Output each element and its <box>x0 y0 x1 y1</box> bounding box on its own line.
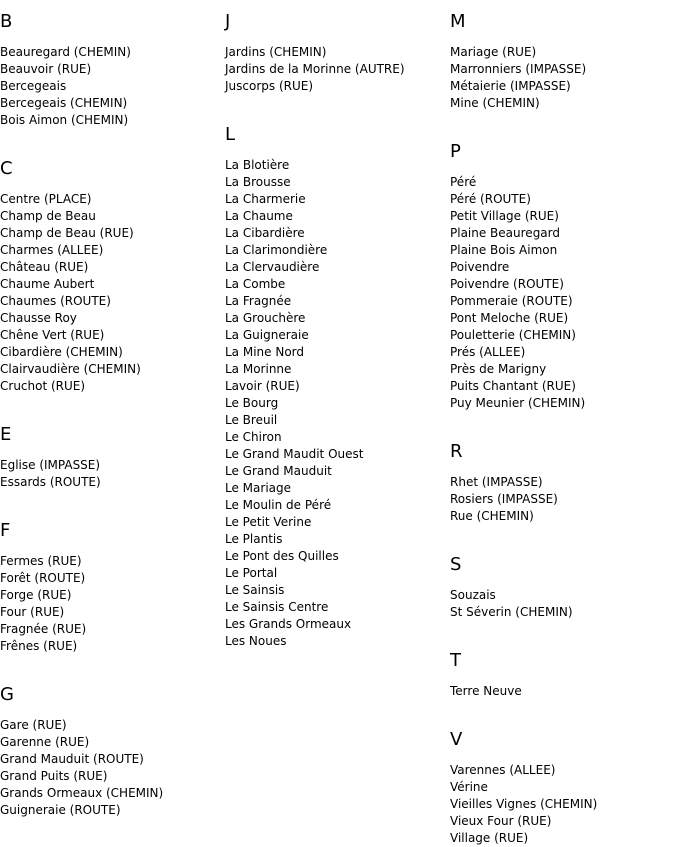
letter-heading: R <box>450 441 463 462</box>
street-name: La Mine Nord <box>225 345 305 359</box>
street-name: Le Breuil <box>225 413 278 427</box>
street-name: Cibardière (CHEMIN) <box>0 345 123 359</box>
letter-heading: J <box>225 11 231 32</box>
index-column-2 <box>225 0 445 650</box>
street-name: Chêne Vert (RUE) <box>0 328 105 342</box>
street-list <box>0 44 220 129</box>
street-name: La Clarimondière <box>225 243 328 257</box>
street-name: Grands Ormeaux (CHEMIN) <box>0 786 164 800</box>
street-name: Clairvaudière (CHEMIN) <box>0 362 141 376</box>
street-name: Forge (RUE) <box>0 588 72 602</box>
street-list <box>225 157 445 650</box>
letter-heading: T <box>450 650 461 671</box>
street-name: Guigneraie (ROUTE) <box>0 803 121 817</box>
street-name: Chaumes (ROUTE) <box>0 294 111 308</box>
street-name: Grand Puits (RUE) <box>0 769 108 783</box>
letter-section <box>0 0 220 147</box>
street-name: Les Noues <box>225 634 287 648</box>
street-name: Garenne (RUE) <box>0 735 90 749</box>
street-name: La Blotière <box>225 158 290 172</box>
street-name: Prés (ALLEE) <box>450 345 526 359</box>
street-name: La Guigneraie <box>225 328 309 342</box>
street-name: Pont Meloche (RUE) <box>450 311 569 325</box>
section-gap <box>225 95 445 113</box>
street-list <box>225 44 445 95</box>
letter-section <box>450 543 670 639</box>
street-name: Grand Mauduit (ROUTE) <box>0 752 144 766</box>
street-name: La Clervaudière <box>225 260 320 274</box>
street-name: La Charmerie <box>225 192 306 206</box>
street-name: Le Bourg <box>225 396 279 410</box>
street-name: Le Petit Verine <box>225 515 312 529</box>
street-name: Marronniers (IMPASSE) <box>450 62 587 76</box>
street-name: Le Portal <box>225 566 278 580</box>
street-name: Le Grand Maudit Ouest <box>225 447 364 461</box>
street-name: Le Sainsis <box>225 583 285 597</box>
street-name: Le Moulin de Péré <box>225 498 332 512</box>
street-name: La Morinne <box>225 362 292 376</box>
street-name: Chausse Roy <box>0 311 77 325</box>
street-name: Jardins de la Morinne (AUTRE) <box>225 62 405 76</box>
street-name: La Brousse <box>225 175 291 189</box>
letter-section <box>0 413 220 509</box>
street-name: Bois Aimon (CHEMIN) <box>0 113 129 127</box>
street-name: Charmes (ALLEE) <box>0 243 104 257</box>
street-name: Beauregard (CHEMIN) <box>0 45 131 59</box>
letter-section <box>0 673 220 819</box>
street-name: Souzais <box>450 588 496 602</box>
letter-heading: E <box>0 424 12 445</box>
street-name: Rhet (IMPASSE) <box>450 475 543 489</box>
street-list <box>450 683 670 700</box>
street-list <box>450 474 670 525</box>
letter-section <box>225 0 445 113</box>
section-gap <box>450 412 670 430</box>
street-name: Plaine Bois Aimon <box>450 243 558 257</box>
letter-heading: C <box>0 158 13 179</box>
street-name: Le Mariage <box>225 481 291 495</box>
street-name: Village (RUE) <box>450 831 529 845</box>
street-name: Fragnée (RUE) <box>0 622 87 636</box>
street-name: Four (RUE) <box>0 605 65 619</box>
letter-heading: L <box>225 124 236 145</box>
street-name: Jardins (CHEMIN) <box>225 45 327 59</box>
street-name: Le Sainsis Centre <box>225 600 329 614</box>
street-name: Vieux Four (RUE) <box>450 814 552 828</box>
street-name: Essards (ROUTE) <box>0 475 101 489</box>
street-name: Péré <box>450 175 477 189</box>
street-name: Métaierie (IMPASSE) <box>450 79 571 93</box>
street-name: Juscorps (RUE) <box>225 79 314 93</box>
street-list <box>0 191 220 395</box>
street-list <box>0 457 220 491</box>
street-name: La Grouchère <box>225 311 306 325</box>
street-list <box>450 44 670 112</box>
street-name: Varennes (ALLEE) <box>450 763 556 777</box>
street-name: Frênes (RUE) <box>0 639 78 653</box>
street-list <box>0 553 220 655</box>
letter-section <box>450 130 670 430</box>
street-name: Château (RUE) <box>0 260 89 274</box>
letter-heading: F <box>0 520 11 541</box>
section-gap <box>0 655 220 673</box>
section-gap <box>450 525 670 543</box>
street-name: Le Grand Mauduit <box>225 464 332 478</box>
street-name: La Cibardière <box>225 226 305 240</box>
street-name: Plaine Beauregard <box>450 226 560 240</box>
index-column-1 <box>0 0 220 819</box>
street-name: Champ de Beau (RUE) <box>0 226 134 240</box>
letter-heading: S <box>450 554 462 575</box>
street-name: Mariage (RUE) <box>450 45 537 59</box>
section-gap <box>0 129 220 147</box>
street-name: Péré (ROUTE) <box>450 192 531 206</box>
section-gap <box>450 700 670 718</box>
letter-heading: P <box>450 141 461 162</box>
street-name: Les Grands Ormeaux <box>225 617 352 631</box>
street-name: La Fragnée <box>225 294 292 308</box>
letter-section <box>450 718 670 847</box>
street-name: Gare (RUE) <box>0 718 67 732</box>
street-name: Puits Chantant (RUE) <box>450 379 576 393</box>
street-name: Bercegeais <box>0 79 67 93</box>
letter-heading: M <box>450 11 466 32</box>
street-name: Petit Village (RUE) <box>450 209 559 223</box>
street-name: Terre Neuve <box>450 684 522 698</box>
letter-heading: V <box>450 729 463 750</box>
street-list <box>450 174 670 412</box>
letter-section <box>225 113 445 650</box>
street-name: Beauvoir (RUE) <box>0 62 92 76</box>
street-name: Vieilles Vignes (CHEMIN) <box>450 797 598 811</box>
street-name: La Chaume <box>225 209 293 223</box>
letter-heading: G <box>0 684 14 705</box>
street-name: Centre (PLACE) <box>0 192 92 206</box>
section-gap <box>0 395 220 413</box>
street-name: Puy Meunier (CHEMIN) <box>450 396 586 410</box>
letter-section <box>450 430 670 543</box>
street-name: Eglise (IMPASSE) <box>0 458 101 472</box>
street-name: St Séverin (CHEMIN) <box>450 605 573 619</box>
street-name: Rue (CHEMIN) <box>450 509 534 523</box>
section-gap <box>450 621 670 639</box>
street-name: Pouletterie (CHEMIN) <box>450 328 576 342</box>
street-name: Forêt (ROUTE) <box>0 571 86 585</box>
street-name: Vérine <box>450 780 488 794</box>
street-list <box>450 587 670 621</box>
letter-section <box>0 509 220 673</box>
street-name: Le Plantis <box>225 532 283 546</box>
letter-section <box>0 147 220 413</box>
street-name: Le Chiron <box>225 430 282 444</box>
street-name: Champ de Beau <box>0 209 96 223</box>
street-name: Pommeraie (ROUTE) <box>450 294 573 308</box>
street-name: La Combe <box>225 277 286 291</box>
street-name: Poivendre (ROUTE) <box>450 277 564 291</box>
letter-section <box>450 0 670 130</box>
street-name: Le Pont des Quilles <box>225 549 339 563</box>
street-name: Chaume Aubert <box>0 277 95 291</box>
street-name: Rosiers (IMPASSE) <box>450 492 558 506</box>
street-name: Près de Marigny <box>450 362 547 376</box>
street-name: Mine (CHEMIN) <box>450 96 540 110</box>
street-name: Poivendre <box>450 260 510 274</box>
letter-section <box>450 639 670 718</box>
street-name: Lavoir (RUE) <box>225 379 300 393</box>
letter-heading: B <box>0 11 13 32</box>
street-list <box>0 717 220 819</box>
section-gap <box>450 112 670 130</box>
section-gap <box>0 491 220 509</box>
street-name: Cruchot (RUE) <box>0 379 86 393</box>
street-list <box>450 762 670 847</box>
index-column-3 <box>450 0 670 847</box>
street-name: Fermes (RUE) <box>0 554 82 568</box>
street-name: Bercegeais (CHEMIN) <box>0 96 128 110</box>
